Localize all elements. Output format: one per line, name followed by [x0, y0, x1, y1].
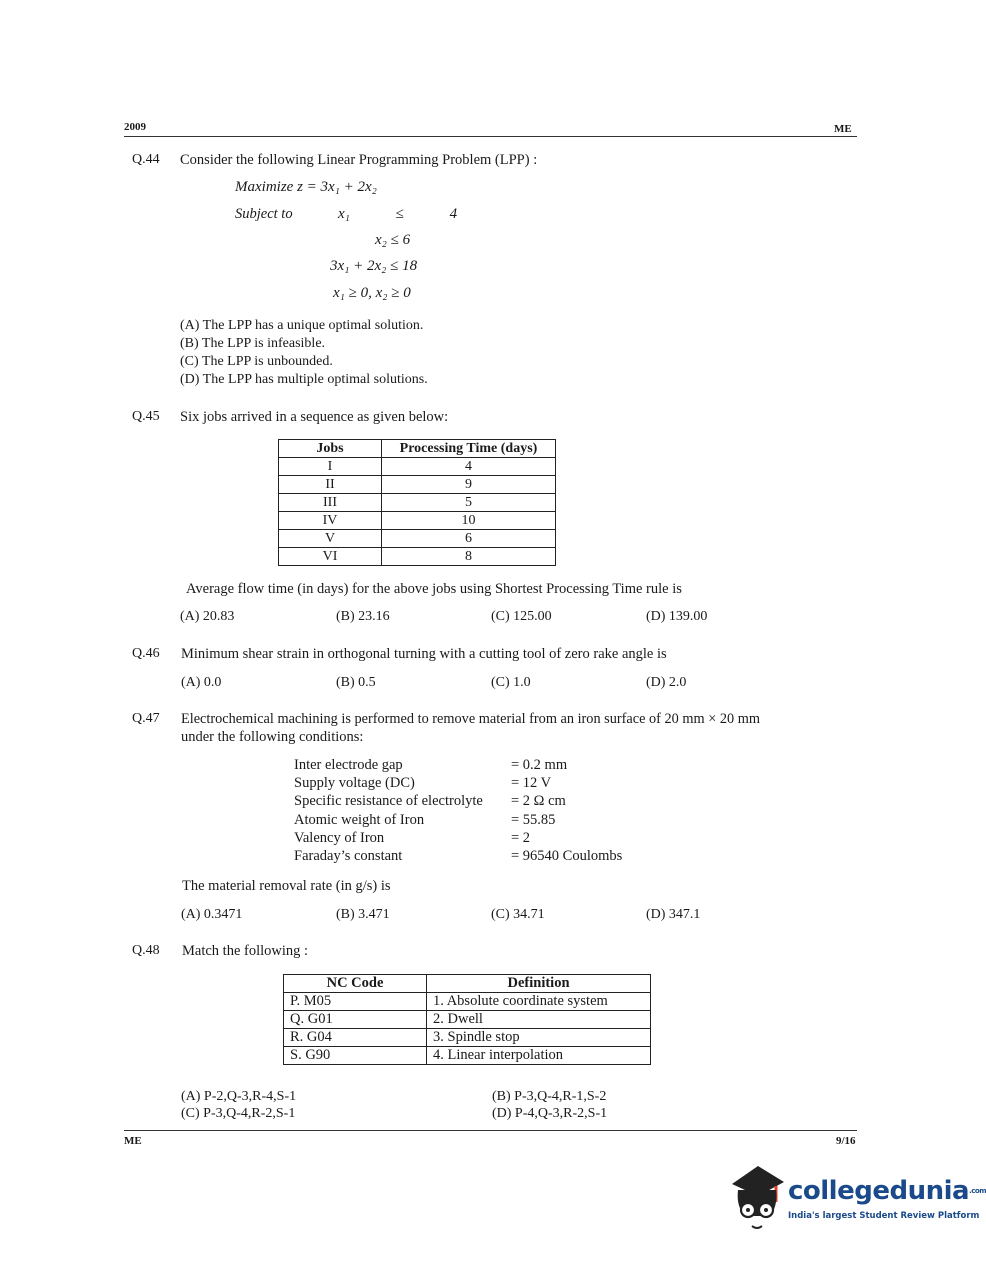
table-row	[279, 476, 556, 494]
q48-option-a: (A) P-2,Q-3,R-4,S-1	[181, 1089, 297, 1104]
condition-label: Supply voltage (DC)	[294, 775, 415, 792]
job-cell: I	[279, 458, 382, 476]
q45-jobs-table	[278, 439, 556, 566]
q48-option-c: (C) P-3,Q-4,R-2,S-1	[181, 1106, 296, 1121]
q44-stem: Consider the following Linear Programming Problem (LPP) :	[180, 152, 538, 168]
time-cell: 4	[382, 458, 556, 476]
q47-stem-line-1: Electrochemical machining is performed to remove material from an iron surface of 20 mm × 20 mm	[181, 711, 760, 727]
q47-option-c: (C) 34.71	[491, 907, 545, 922]
condition-value: = 0.2 mm	[511, 757, 568, 773]
time-cell: 8	[382, 548, 556, 566]
nc-code-cell: Q. G01	[284, 1011, 427, 1029]
footer-paper-code: ME	[124, 1135, 142, 1147]
q45-option-a: (A) 20.83	[180, 609, 235, 624]
condition-value: = 12 V	[511, 775, 552, 792]
condition-row	[294, 847, 654, 865]
q44-option-a: (A) The LPP has a unique optimal solution.	[180, 318, 424, 333]
q44-subject-to: Subject to	[235, 206, 293, 222]
job-cell: II	[279, 476, 382, 494]
q44-option-b: (B) The LPP is infeasible.	[180, 336, 326, 351]
q47-stem-line-2: under the following conditions:	[181, 729, 364, 745]
table-row	[284, 993, 651, 1011]
definition-cell: 4. Linear interpolation	[427, 1047, 651, 1065]
job-cell: V	[279, 530, 382, 548]
table-header-processing-time: Processing Time (days)	[382, 440, 556, 458]
time-cell: 6	[382, 530, 556, 548]
definition-cell: 2. Dwell	[427, 1011, 651, 1029]
q46-option-c: (C) 1.0	[491, 675, 531, 690]
job-cell: IV	[279, 512, 382, 530]
q46-option-a: (A) 0.0	[181, 675, 222, 690]
header-rule	[124, 136, 857, 137]
condition-value: = 2 Ω cm	[511, 793, 566, 810]
condition-label: Specific resistance of electrolyte	[294, 793, 483, 810]
q45-number: Q.45	[132, 409, 160, 424]
q48-option-b: (B) P-3,Q-4,R-1,S-2	[492, 1089, 607, 1104]
q47-number: Q.47	[132, 711, 160, 726]
q44-constraint-2: x₂ ≤ 6	[375, 232, 411, 248]
q47-conditions	[294, 756, 654, 865]
q46-option-d: (D) 2.0	[646, 675, 687, 690]
job-cell: VI	[279, 548, 382, 566]
condition-row	[294, 792, 654, 810]
condition-value: = 55.85	[511, 811, 556, 828]
q48-match-table	[283, 974, 651, 1065]
table-row	[279, 494, 556, 512]
logo-wordmark	[788, 1176, 986, 1206]
table-header-row	[279, 440, 556, 458]
q45-option-c: (C) 125.00	[491, 609, 552, 624]
q44-number: Q.44	[132, 152, 160, 167]
q46-stem: Minimum shear strain in orthogonal turning with a cutting tool of zero rake angle is	[181, 646, 667, 662]
q45-option-d: (D) 139.00	[646, 609, 708, 624]
q48-option-d: (D) P-4,Q-3,R-2,S-1	[492, 1106, 608, 1121]
nc-code-cell: R. G04	[284, 1029, 427, 1047]
q45-question: Average flow time (in days) for the above jobs using Shortest Processing Time rule is	[186, 581, 682, 597]
q44-constraint-3: 3x₁ + 2x₂ ≤ 18	[330, 258, 418, 274]
nc-code-cell: S. G90	[284, 1047, 427, 1065]
condition-label: Faraday’s constant	[294, 848, 403, 865]
condition-label: Atomic weight of Iron	[294, 811, 425, 828]
logo-tagline: India's largest Student Review Platform	[788, 1211, 980, 1221]
q48-number: Q.48	[132, 943, 160, 958]
table-row	[279, 548, 556, 566]
collegedunia-logo	[726, 1160, 986, 1240]
q45-option-b: (B) 23.16	[336, 609, 390, 624]
table-header-row	[284, 975, 651, 993]
condition-value: = 96540 Coulombs	[511, 848, 623, 865]
table-row	[284, 1047, 651, 1065]
nc-code-cell: P. M05	[284, 993, 427, 1011]
job-cell: III	[279, 494, 382, 512]
table-header-jobs: Jobs	[279, 440, 382, 458]
q44-option-c: (C) The LPP is unbounded.	[180, 354, 333, 369]
time-cell: 5	[382, 494, 556, 512]
time-cell: 10	[382, 512, 556, 530]
q46-option-b: (B) 0.5	[336, 675, 376, 690]
definition-cell: 3. Spindle stop	[427, 1029, 651, 1047]
table-row	[279, 530, 556, 548]
condition-label: Valency of Iron	[294, 829, 385, 846]
table-row	[284, 1011, 651, 1029]
table-row	[279, 512, 556, 530]
condition-row	[294, 829, 654, 847]
logo-name: collegedunia	[788, 1176, 970, 1206]
table-header-definition: Definition	[427, 975, 651, 993]
q47-option-b: (B) 3.471	[336, 907, 390, 922]
logo-suffix: .com	[969, 1187, 986, 1195]
mascot-icon	[726, 1160, 788, 1235]
q45-stem: Six jobs arrived in a sequence as given below:	[180, 409, 449, 425]
q44-constraint-4: x₁ ≥ 0, x₂ ≥ 0	[333, 285, 411, 301]
q47-question: The material removal rate (in g/s) is	[182, 878, 391, 894]
time-cell: 9	[382, 476, 556, 494]
header-paper-code: ME	[834, 123, 852, 135]
q44-option-d: (D) The LPP has multiple optimal solutions.	[180, 372, 428, 387]
condition-row	[294, 811, 654, 829]
q46-number: Q.46	[132, 646, 160, 661]
condition-row	[294, 756, 654, 774]
footer-page-number: 9/16	[836, 1135, 856, 1147]
table-row	[284, 1029, 651, 1047]
q47-option-d: (D) 347.1	[646, 907, 701, 922]
footer-rule	[124, 1130, 857, 1131]
condition-label: Inter electrode gap	[294, 757, 403, 773]
q48-stem: Match the following :	[182, 943, 309, 959]
header-year: 2009	[124, 121, 146, 133]
table-row	[279, 458, 556, 476]
q44-constraint-1: x₁ ≤ 4	[338, 206, 458, 222]
q44-objective: Maximize z = 3x₁ + 2x₂	[235, 179, 377, 195]
table-header-nc-code: NC Code	[284, 975, 427, 993]
definition-cell: 1. Absolute coordinate system	[427, 993, 651, 1011]
condition-row	[294, 774, 654, 792]
condition-value: = 2	[511, 829, 531, 846]
q47-option-a: (A) 0.3471	[181, 907, 243, 922]
